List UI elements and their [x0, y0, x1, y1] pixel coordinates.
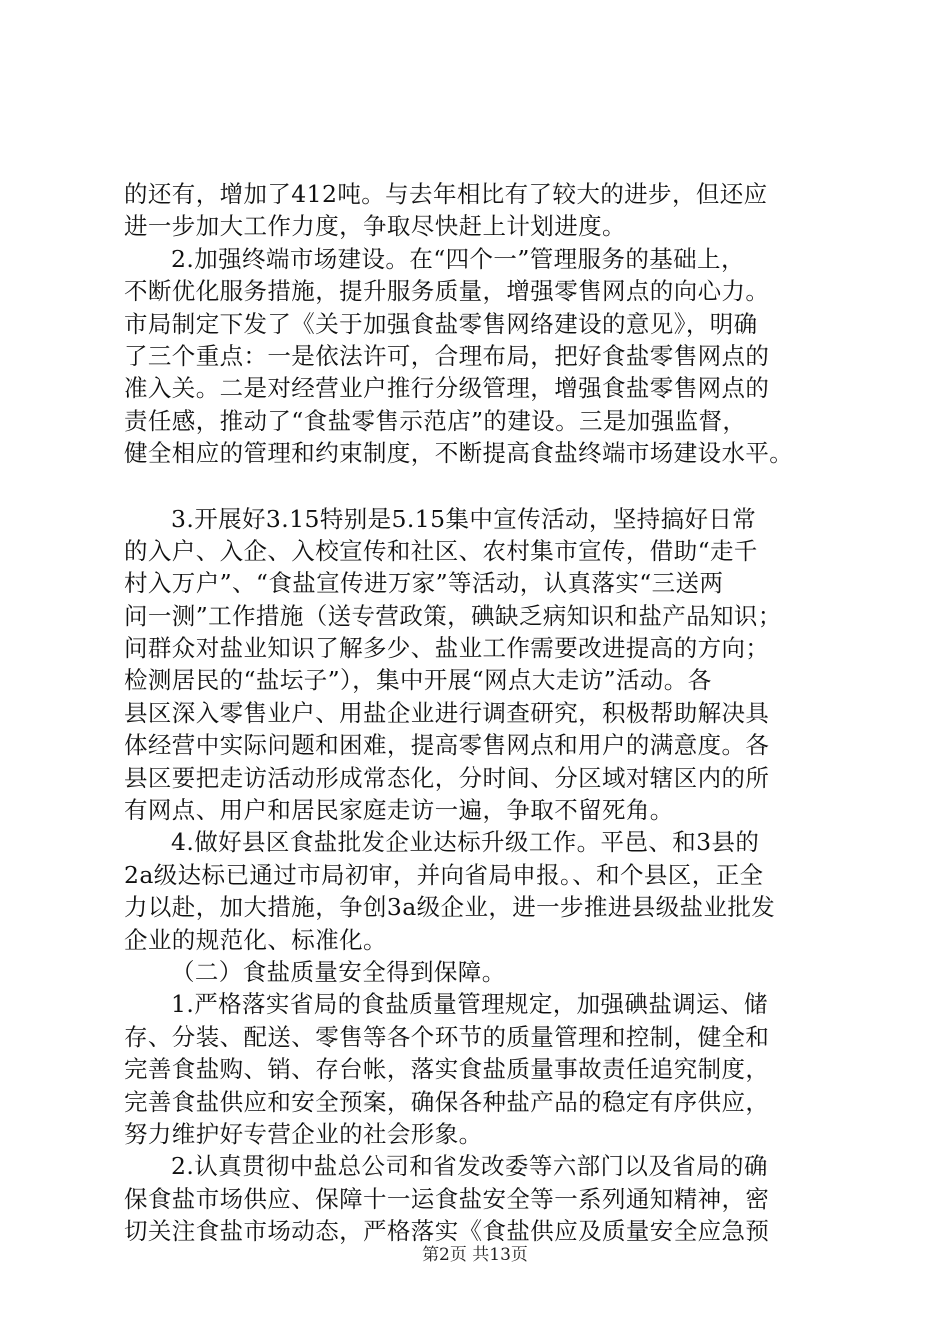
text-line: （二）食盐质量安全得到保障。 [171, 957, 506, 986]
text-line: 3.开展好3.15特别是5.15集中宣传活动，坚持搞好日常 [171, 504, 757, 533]
text-line: 保食盐市场供应、保障十一运食盐安全等一系列通知精神，密 [124, 1184, 770, 1213]
text-line: 努力维护好专营企业的社会形象。 [124, 1119, 483, 1148]
text-line: 切关注食盐市场动态，严格落实《食盐供应及质量安全应急预 [124, 1217, 770, 1246]
text-line: 企业的规范化、标准化。 [124, 925, 387, 954]
text-line: 存、分装、配送、零售等各个环节的质量管理和控制，健全和 [124, 1022, 770, 1051]
text-line: 完善食盐供应和安全预案，确保各种盐产品的稳定有序供应， [124, 1087, 770, 1116]
text-line: 的入户、入企、入校宣传和社区、农村集市宣传，借助“走千 [124, 536, 758, 565]
text-line: 2.认真贯彻中盐总公司和省发改委等六部门以及省局的确 [171, 1152, 768, 1181]
text-line: 责任感，推动了“食盐零售示范店”的建设。三是加强监督， [124, 406, 747, 435]
text-line: 有网点、用户和居民家庭走访一遍，争取不留死角。 [124, 796, 674, 825]
text-line: 2a级达标已通过市局初审，并向省局申报。、和个县区，正全 [124, 860, 764, 889]
text-line: 了三个重点：一是依法许可，合理布局，把好食盐零售网点的 [124, 341, 770, 370]
text-line: 问一测”工作措施（送专营政策，碘缺乏病知识和盐产品知识； [124, 601, 782, 630]
text-line: 进一步加大工作力度，争取尽快赶上计划进度。 [124, 212, 626, 241]
text-line: 2.加强终端市场建设。在“四个一”管理服务的基础上， [171, 244, 745, 273]
text-line: 县区要把走访活动形成常态化，分时间、分区域对辖区内的所 [124, 763, 770, 792]
text-line: 市局制定下发了《关于加强食盐零售网络建设的意见》，明确 [124, 309, 758, 338]
blank-line [124, 470, 854, 503]
text-line: 1.严格落实省局的食盐质量管理规定，加强碘盐调运、储 [171, 990, 768, 1019]
text-line: 体经营中实际问题和困难，提高零售网点和用户的满意度。各 [124, 731, 770, 760]
text-line: 检测居民的“盐坛子”），集中开展“网点大走访”活动。各 [124, 666, 712, 695]
text-line: 县区深入零售业户、用盐企业进行调查研究，积极帮助解决具 [124, 698, 770, 727]
page-number-footer: 第2页 共13页 [422, 1245, 528, 1265]
text-line: 的还有，增加了412吨。与去年相比有了较大的进步，但还应 [124, 180, 768, 208]
text-line: 村入万户”、“食盐宣传进万家”等活动，认真落实“三送两 [124, 569, 724, 598]
text-line: 不断优化服务措施，提升服务质量，增强零售网点的向心力。 [124, 277, 770, 306]
text-line: 完善食盐购、销、存台帐，落实食盐质量事故责任追究制度， [124, 1055, 770, 1084]
text-line: 准入关。二是对经营业户推行分级管理，增强食盐零售网点的 [124, 374, 770, 403]
text-line: 4.做好县区食盐批发企业达标升级工作。平邑、和3县的 [171, 828, 760, 857]
document-body [124, 178, 854, 1248]
text-line: 问群众对盐业知识了解多少、盐业工作需要改进提高的方向； [124, 634, 770, 663]
text-line: 健全相应的管理和约束制度，不断提高食盐终端市场建设水平。 [124, 439, 794, 468]
text-line: 力以赴，加大措施，争创3a级企业，进一步推进县级盐业批发 [124, 893, 776, 922]
